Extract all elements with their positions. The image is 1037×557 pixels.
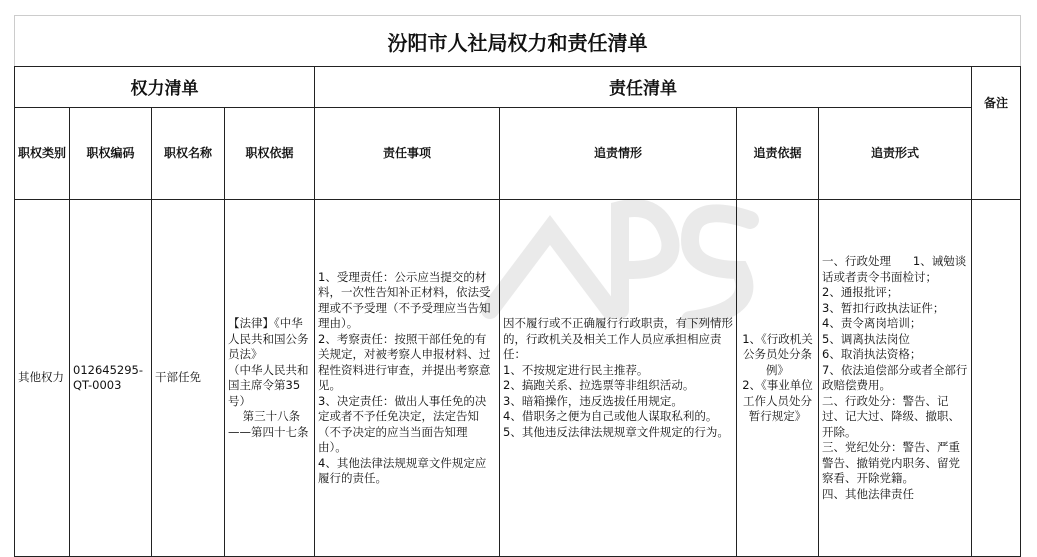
- header-basis: 职权依据: [225, 107, 315, 199]
- page-title: 汾阳市人社局权力和责任清单: [15, 16, 1021, 67]
- power-responsibility-table: [14, 15, 1021, 557]
- cell-accountability-basis: 1、《行政机关公务员处分条例》 2、《事业单位工作人员处分暂行规定》: [742, 331, 813, 423]
- power-list-heading: 权力清单: [15, 67, 315, 108]
- responsibility-sheet: [14, 15, 1020, 529]
- cell-name: 干部任免: [155, 370, 201, 385]
- header-accountability-form: 追责形式: [819, 107, 972, 199]
- header-category: 职权类别: [15, 107, 70, 199]
- cell-remarks: [972, 376, 1020, 380]
- header-accountability-basis: 追责依据: [737, 107, 819, 199]
- cell-code: 012645295-QT-0003: [73, 362, 143, 392]
- cell-category: 其他权力: [18, 370, 64, 385]
- cell-responsibility-items: 1、受理责任：公示应当提交的材料，一次性告知补正材料，依法受理或不予受理（不予受理应当告知理由）。 2、考察责任：按照干部任免的有关规定，对被考察人申报材料、过程性资料进行审查，并提出考察意见。 3、决定责任：做出人事任免的决定或者不予任免决定，法定告知（不予决定的应当当面告知理由）。 4、其他法律法规规章文件规定应履行的责任。: [318, 269, 491, 485]
- header-name: 职权名称: [152, 107, 225, 199]
- cell-accountability-form: 一、行政处理 1、诫勉谈话或者责令书面检讨； 2、通报批评； 3、暂扣行政执法证件； 4、责令离岗培训； 5、调离执法岗位 6、取消执法资格； 7、依法追偿部分或者全部行政赔偿费用。 二、行政处分：警告、记过、记大过、降级、撤职、开除。 三、党纪处分：警告、严重警告、撤销党内职务、留党察看、开除党籍。 四、其他法律责任: [822, 254, 968, 501]
- cell-basis: 【法律】《中华人民共和国公务员法》 （中华人民共和国主席令第35号） 第三十八条——第四十七条: [228, 316, 309, 439]
- responsibility-list-heading: 责任清单: [315, 67, 972, 108]
- table-row: [15, 200, 1021, 557]
- header-responsibility-items: 责任事项: [315, 107, 500, 199]
- cell-accountability-circumstances: 因不履行或不正确履行行政职责，有下列情形的，行政机关及相关工作人员应承担相应责任： 1、不按规定进行民主推荐。 2、搞跑关系、拉选票等非组织活动。 3、暗箱操作，违反选拔任用规定。 4、借职务之便为自己或他人谋取私利的。 5、其他违反法律法规规章文件规定的行为。: [503, 316, 733, 439]
- header-accountability-circumstances: 追责情形: [500, 107, 737, 199]
- header-code: 职权编码: [70, 107, 152, 199]
- header-remarks: 备注: [972, 67, 1021, 200]
